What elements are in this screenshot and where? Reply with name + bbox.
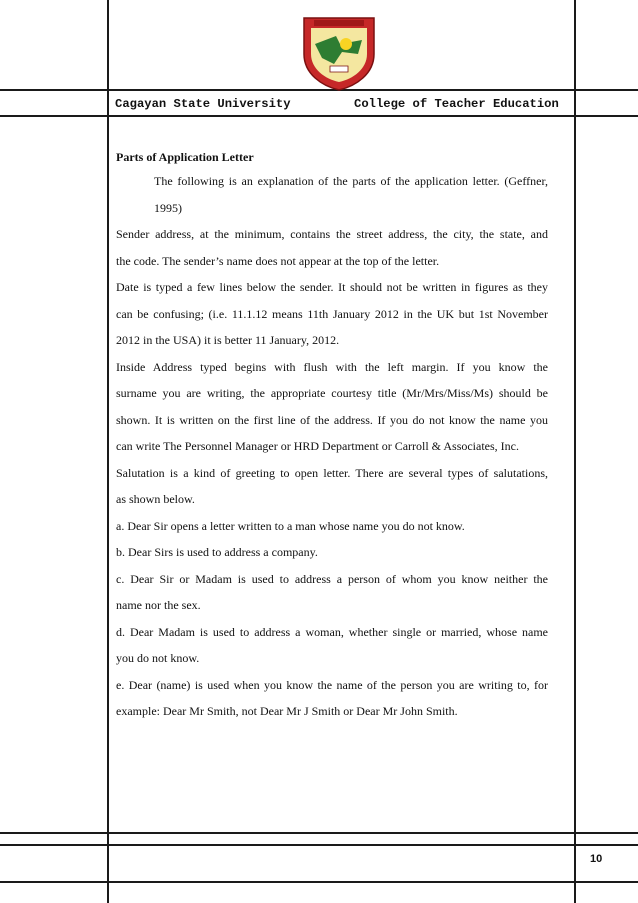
text-line: The following is an explanation of the parts of the application letter. (Geffner, (154, 174, 548, 188)
left-margin-rule (107, 0, 109, 903)
text-line: example: Dear Mr Smith, not Dear Mr J Smith or Dear Mr John Smith. (116, 704, 458, 718)
university-seal-logo (300, 14, 378, 92)
section-title: Parts of Application Letter (116, 150, 254, 164)
footer-rule-1 (0, 832, 638, 834)
document-body (116, 146, 548, 725)
text-line: you do not know. (116, 651, 200, 665)
text-line: Inside Address typed begins with flush with the left margin. If you know the (116, 359, 548, 374)
right-margin-rule (574, 0, 576, 903)
text-line: c. Dear Sir or Madam is used to address a person of whom you know neither the (116, 571, 548, 586)
text-line: d. Dear Madam is used to address a woman, whether single or married, whose name (116, 624, 548, 639)
text-line: can write The Personnel Manager or HRD Department or Carroll & Associates, Inc. (116, 439, 519, 453)
text-line: e. Dear (name) is used when you know the name of the person you are writing to, for (116, 677, 548, 692)
text-line: b. Dear Sirs is used to address a company. (116, 545, 318, 559)
footer-rule-2 (0, 844, 638, 846)
college-name-header: College of Teacher Education (354, 97, 559, 111)
text-line: name nor the sex. (116, 598, 201, 612)
university-name-header: Cagayan State University (115, 97, 291, 111)
text-line: a. Dear Sir opens a letter written to a man whose name you do not know. (116, 518, 465, 533)
footer-rule-3 (0, 881, 638, 883)
text-line: Sender address, at the minimum, contains the street address, the city, the state, and (116, 227, 548, 241)
text-line: shown. It is written on the first line of the address. If you do not know the name you (116, 412, 548, 427)
text-line: can be confusing; (i.e. 11.1.12 means 11th January 2012 in the UK but 1st November (116, 306, 548, 321)
text-line: Date is typed a few lines below the sender. It should not be written in figures as they (116, 280, 548, 294)
text-line: as shown below. (116, 492, 195, 506)
text-line: 1995) (154, 200, 182, 215)
text-line: the code. The sender’s name does not appear at the top of the letter. (116, 253, 440, 268)
text-line: Salutation is a kind of greeting to open letter. There are several types of salutations, (116, 465, 548, 480)
header-bottom-rule (0, 115, 638, 117)
page-number: 10 (590, 853, 603, 865)
text-line: 2012 in the USA) it is better 11 January, 2012. (116, 333, 340, 347)
text-line: surname you are writing, the appropriate courtesy title (Mr/Mrs/Miss/Ms) should be (116, 386, 548, 400)
